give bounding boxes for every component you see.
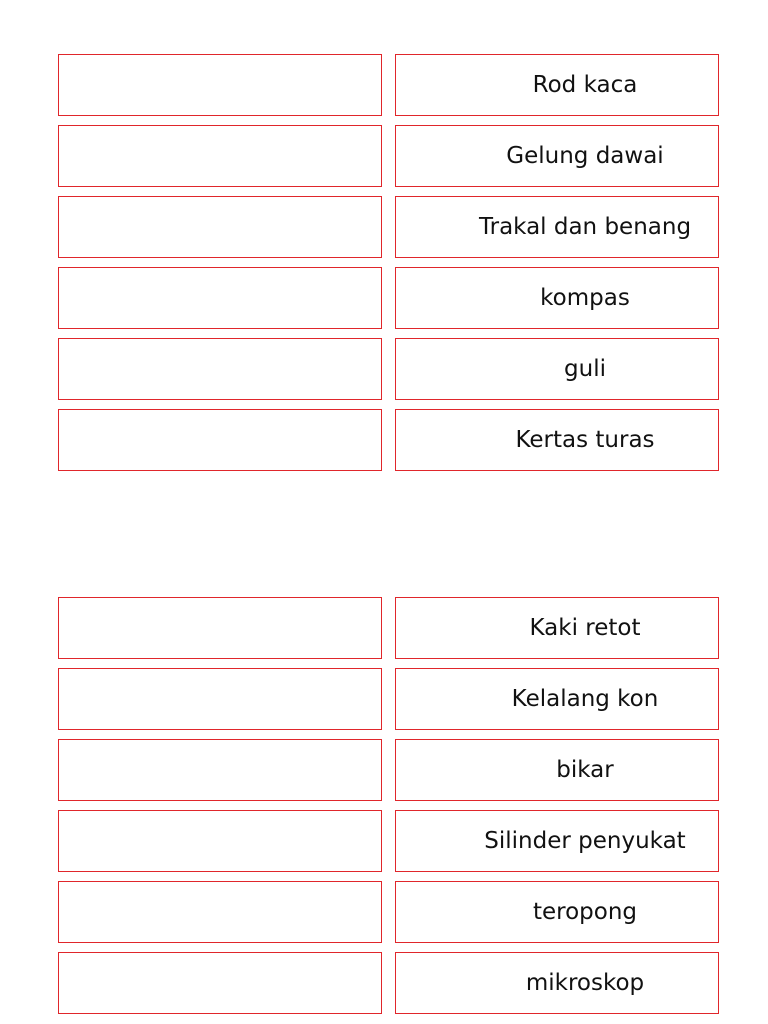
matching-group-1 [58,54,719,480]
item-label: Kertas turas [515,427,655,453]
item-label: kompas [540,285,630,311]
answer-box[interactable] [58,739,382,801]
answer-box[interactable] [58,952,382,1014]
match-row [58,668,719,732]
item-box [395,196,719,258]
match-row [58,952,719,1016]
item-label: Trakal dan benang [478,214,692,240]
match-row [58,54,719,118]
match-row [58,196,719,260]
item-label: bikar [556,757,614,783]
item-box [395,739,719,801]
match-row [58,881,719,945]
match-row [58,409,719,473]
item-box [395,338,719,400]
match-row [58,125,719,189]
item-label: Rod kaca [532,72,638,98]
answer-box[interactable] [58,881,382,943]
item-box [395,810,719,872]
answer-box[interactable] [58,597,382,659]
item-box [395,668,719,730]
item-label: Silinder penyukat [484,828,686,854]
matching-group-2 [58,597,719,1023]
answer-box[interactable] [58,196,382,258]
item-box [395,54,719,116]
answer-box[interactable] [58,338,382,400]
match-row [58,810,719,874]
answer-box[interactable] [58,668,382,730]
match-row [58,267,719,331]
answer-box[interactable] [58,810,382,872]
answer-box[interactable] [58,125,382,187]
answer-box[interactable] [58,267,382,329]
answer-box[interactable] [58,409,382,471]
item-box [395,952,719,1014]
match-row [58,338,719,402]
match-row [58,739,719,803]
answer-box[interactable] [58,54,382,116]
item-label: Kaki retot [529,615,641,641]
item-box [395,409,719,471]
item-label: Kelalang kon [511,686,659,712]
item-label: Gelung dawai [506,143,664,169]
item-box [395,125,719,187]
item-label: teropong [532,899,638,925]
item-box [395,267,719,329]
item-label: mikroskop [525,970,645,996]
item-label: guli [564,356,606,382]
item-box [395,881,719,943]
item-box [395,597,719,659]
match-row [58,597,719,661]
